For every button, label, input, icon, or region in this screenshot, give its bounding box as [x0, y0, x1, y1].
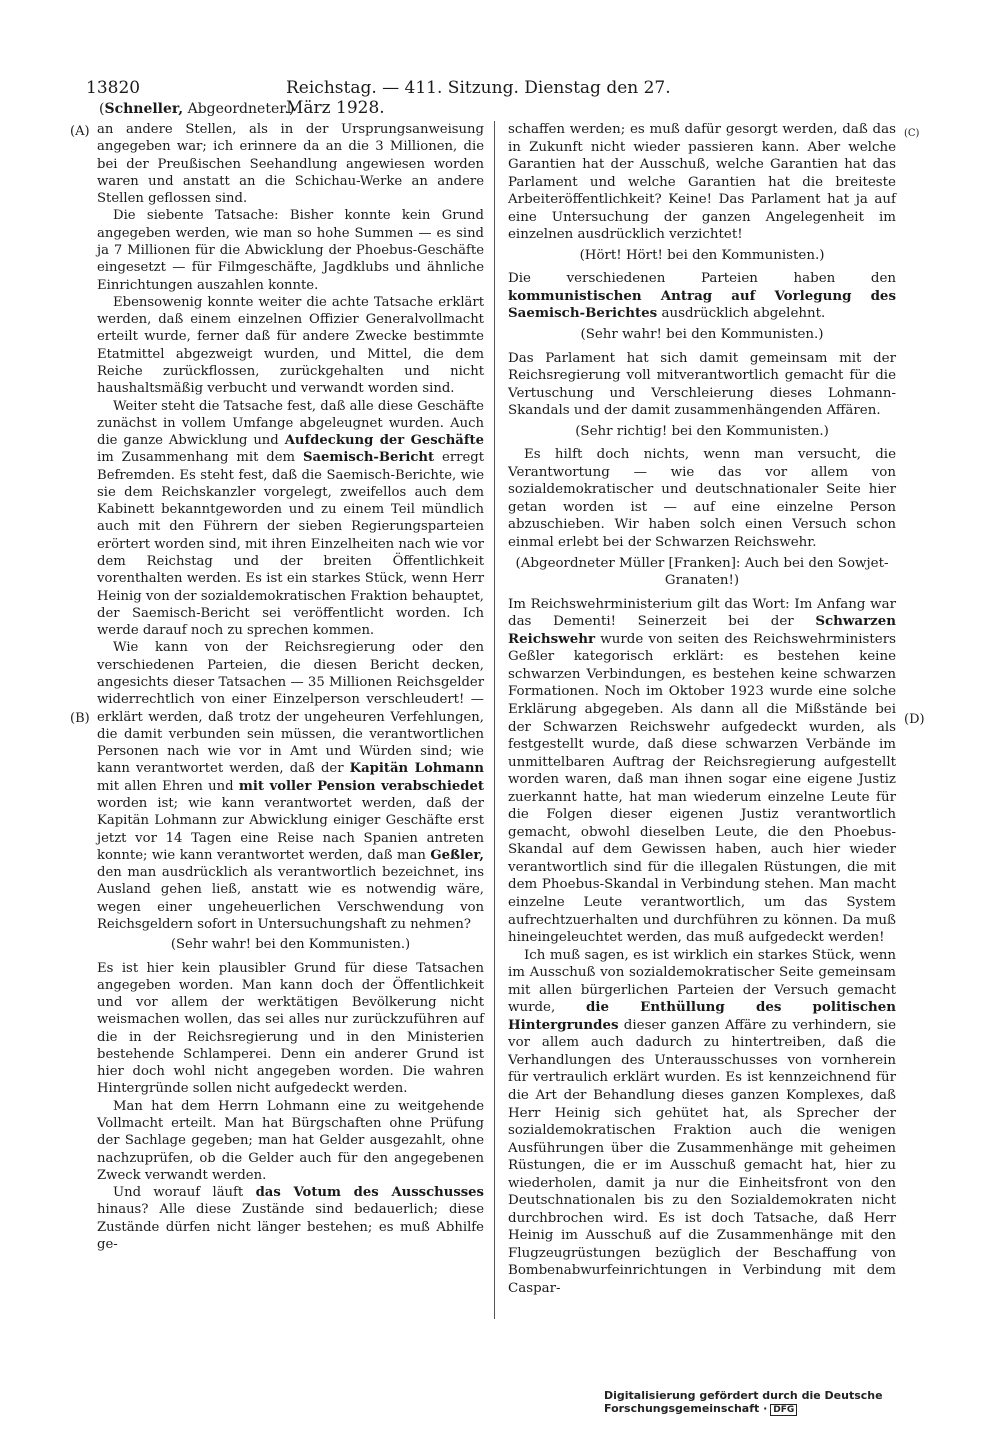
- margin-mark-a: (A): [70, 124, 90, 139]
- emphasis: kommunistischen Antrag auf Vorlegung des Saemisch-Berichtes: [508, 287, 896, 322]
- emphasis: Schwarzen Reichswehr: [508, 613, 896, 647]
- speaker-line: [99, 101, 294, 117]
- paragraph: Im Reichswehrministerium gilt das Wort: Im Anfang war das Dementi! Seinerzeit bei der Schwarzen Reichswehr wurde von seiten des Reichswehrministers Geßler kategorisch erklärt: es bestehen keine schwarzen Verbindungen, es bestehen keine schwarzen Formationen. Noch im Oktober 1923 wurde eine solche Erklärung abgegeben. Als dann all die Mißstände bei der Schwarzen Reichswehr aufgedeckt wurden, als festgestellt wurde, daß diese schwarzen Verbände im unmittelbaren Auftrag der Reichsregierung aufgestellt worden waren, daß man ihnen sogar eine eigene Justiz zuerkannt hatte, hat man wiederum einzelne Leute für die Folgen dieser eigenen Justiz verantwortlich gemacht, obwohl dieselben Leute, die den Phoebus-Skandal auf dem Gewissen haben, auch hier wieder verantwortlich sind für die illegalen Rüstungen, die mit dem Phoebus-Skandal in Verbindung stehen. Man macht einzelne Leute verantwortlich, um das System aufrechtzuerhalten und durchführen zu können. Da muß hineingeleuchtet werden, das muß aufgedeckt werden!: [508, 596, 897, 946]
- paragraph: Ebensowenig konnte weiter die achte Tatsache erklärt werden, daß einem einzelnen Offizier Generalvollmacht erteilt wurde, ferner daß für andere Zwecke bestimmte Etatmittel abgezweigt wurden, und Mittel, die dem Reiche zurückflossen, zurückgehalten und nicht haushaltsmäßig verbucht und verwandt worden sind.: [97, 294, 484, 397]
- right-column: [508, 121, 896, 1298]
- emphasis: Saemisch-Bericht: [302, 450, 435, 466]
- emphasis: das Votum des Ausschusses: [255, 1185, 484, 1201]
- interjection: (Sehr wahr! bei den Kommunisten.): [170, 937, 411, 953]
- paragraph: Die siebente Tatsache: Bisher konnte kein Grund angegeben werden, wie man so hohe Summen — es sind ja 7 Millionen für die Abwicklung der Phoebus-Geschäfte eingesetzt — für Filmgeschäfte, Jagdklubs und ähnliche Einrichtungen auszahlen konnte.: [97, 208, 484, 293]
- paragraph: Die verschiedenen Parteien haben den kommunistischen Antrag auf Vorlegung des Saemisch-Berichtes ausdrücklich abgelehnt.: [508, 271, 896, 322]
- emphasis: Geßler,: [430, 847, 484, 863]
- margin-mark-c: (C): [904, 128, 920, 139]
- footer-text: Digitalisierung gefördert durch die Deutsche Forschungsgemeinschaft ·: [604, 1389, 883, 1415]
- speaker-open-paren: (: [99, 101, 105, 117]
- speaker-role: Abgeordneter.): [187, 101, 295, 117]
- paragraph: Wie kann von der Reichsregierung oder den verschiedenen Parteien, die diesen Bericht decken, angesichts dieser Tatsachen — 35 Millionen Reichsgelder widerrechtlich von einer Einzelperson verschleudert! — erklärt werden, daß trotz der ungeheuren Verfehlungen, die damit verbunden sein müssen, die verantwortlichen Personen nach wie vor in Amt und Würden sind; wie kann verantwortet werden, daß der Kapitän Lohmann mit allen Ehren und mit voller Pension verabschiedet worden ist; wie kann verantwortet werden, daß der Kapitän Lohmann zur Abwicklung einiger Geschäfte erst jetzt vor 14 Tagen eine Reise nach Spanien antreten konnte; wie kann verantwortet werden, daß man Geßler, den man ausdrücklich als verantwortlich bezeichnet, ins Ausland gehen ließ, anstatt wie es notwendig wäre, wegen einer ungeheuerlichen Verschwendung von Reichsgeldern sofort in Untersuchungshaft zu nehmen?: [97, 640, 485, 932]
- left-column: [97, 121, 484, 1253]
- dfg-logo: DFG: [770, 1404, 797, 1416]
- running-title: Reichstag. — 411. Sitzung. Dienstag den 27. März 1928.: [286, 78, 671, 118]
- paragraph: Weiter steht die Tatsache fest, daß alle diese Geschäfte zunächst in vollem Umfange abgeleugnet wurden. Auch die ganze Abwicklung und Aufdeckung der Geschäfte im Zusammenhang mit dem Saemisch-Bericht erregt Befremden. Es steht fest, daß die Saemisch-Berichte, wie sie dem Reichskanzler vorgelegt, zweifellos auch dem Kabinett bekanntgeworden und zu einem Teil mündlich auch mit den Führern der sieben Regierungsparteien erörtert worden sind, mit ihren Einzelheiten nach wie vor dem Reichstag und der breiten Öffentlichkeit vorenthalten werden. Es ist ein starkes Stück, wenn Herr Heinig von der sozialdemokratischen Fraktion behauptet, der Saemisch-Bericht sei veröffentlicht worden. Ich werde darauf noch zu sprechen kommen.: [97, 398, 484, 639]
- paragraph: Man hat dem Herrn Lohmann eine zu weitgehende Vollmacht erteilt. Man hat Bürgschaften ohne Prüfung der Sachlage gegeben; man hat Gelder ausgezahlt, ohne nachzuprüfen, ob die Gelder auch für den angegebenen Zweck verwandt werden.: [97, 1098, 484, 1183]
- footer-credit: [604, 1389, 1000, 1416]
- interjection: (Sehr wahr! bei den Kommunisten.): [580, 327, 824, 343]
- page-number: 13820: [86, 78, 141, 98]
- emphasis: Kapitän Lohmann: [349, 761, 484, 777]
- interjection: (Abgeordneter Müller [Franken]: Auch bei den Sowjet-Granaten!): [515, 555, 889, 589]
- speaker-name: Schneller,: [104, 101, 184, 117]
- paragraph: Es ist hier kein plausibler Grund für diese Tatsachen angegeben worden. Man kann doch der Öffentlichkeit und vor allem der werktätigen Bevölkerung nicht weismachen wollen, das sei alles nur zurückzuführen auf die in der Reichsregierung und in den Ministerien bestehende Schlamperei. Denn ein anderer Grund ist hier doch wohl nicht angegeben worden. Die wahren Hintergründe sollen nicht aufgedeckt werden.: [97, 960, 484, 1097]
- emphasis: Aufdeckung der Geschäfte: [284, 433, 484, 449]
- emphasis: die Enthüllung des politischen Hintergrundes: [508, 999, 896, 1033]
- paragraph: Das Parlament hat sich damit gemeinsam mit der Reichsregierung voll mitverantwortlich gemacht für die Vertuschung und Verschleierung dieses Lohmann-Skandals und der damit zusammenhängenden Affären.: [508, 350, 896, 419]
- paragraph: an andere Stellen, als in der Ursprungsanweisung angegeben war; ich erinnere da an die 3 Millionen, die bei der Preußischen Seehandlung angewiesen worden waren und anstatt an die Schichau-Werke an andere Stellen geflossen sind.: [97, 122, 484, 207]
- margin-mark-b: (B): [70, 711, 90, 726]
- paragraph: Und worauf läuft das Votum des Ausschusses hinaus? Alle diese Zustände sind bedauerlich; diese Zustände dürfen nicht länger bestehen; es muß Abhilfe ge-: [97, 1185, 484, 1252]
- margin-mark-d: (D): [904, 712, 925, 727]
- column-divider: [494, 121, 495, 1319]
- emphasis: mit voller Pension verabschiedet: [238, 778, 485, 794]
- paragraph: Es hilft doch nichts, wenn man versucht, die Verantwortung — wie das vor allem von sozialdemokratischer und deutschnationaler Seite hier getan worden ist — auf eine einzelne Person abzuschieben. Wir haben solch einen Versuch schon einmal erlebt bei der Schwarzen Reichswehr.: [508, 447, 896, 551]
- interjection: (Hört! Hört! bei den Kommunisten.): [579, 247, 825, 263]
- paragraph: schaffen werden; es muß dafür gesorgt werden, daß das in Zukunft nicht wieder passieren kann. Aber welche Garantien hat der Ausschuß, welche Garantien hat das Parlament und welche Garantien hat die breiteste Arbeiteröffentlichkeit? Keine! Das Parlament hat ja auf eine Untersuchung der ganzen Angelegenheit im einzelnen ausdrücklich verzichtet!: [508, 122, 896, 243]
- paragraph: Ich muß sagen, es ist wirklich ein starkes Stück, wenn im Ausschuß von sozialdemokratischer Seite gemeinsam mit allen bürgerlichen Parteien der Versuch gemacht wurde, die Enthüllung des politischen Hintergrundes dieser ganzen Affäre zu verhindern, sie vor allem auch dadurch zu hintertreiben, daß die Verhandlungen des Unterausschusses von vornherein für vertraulich erklärt wurden. Es ist kennzeichnend für die Art der Behandlung dieses ganzen Komplexes, daß Herr Heinig sich gehütet hat, als Sprecher der sozialdemokratischen Fraktion auch die wenigen Ausführungen über die Zusammenhänge mit geheimen Rüstungen, die er im Ausschuß gemacht hat, hier zu wiederholen, damit ja nur die Einheitsfront von den Deutschnationalen bis zu den Sozialdemokraten nicht durchbrochen wird. Es ist doch Tatsache, daß Herr Heinig im Ausschuß auf die Zusammenhänge mit den Flugzeugrüstungen bezüglich der Beschaffung von Bombenabwurfeinrichtungen in Verbindung mit dem Caspar-: [508, 947, 896, 1296]
- interjection: (Sehr richtig! bei den Kommunisten.): [575, 423, 829, 439]
